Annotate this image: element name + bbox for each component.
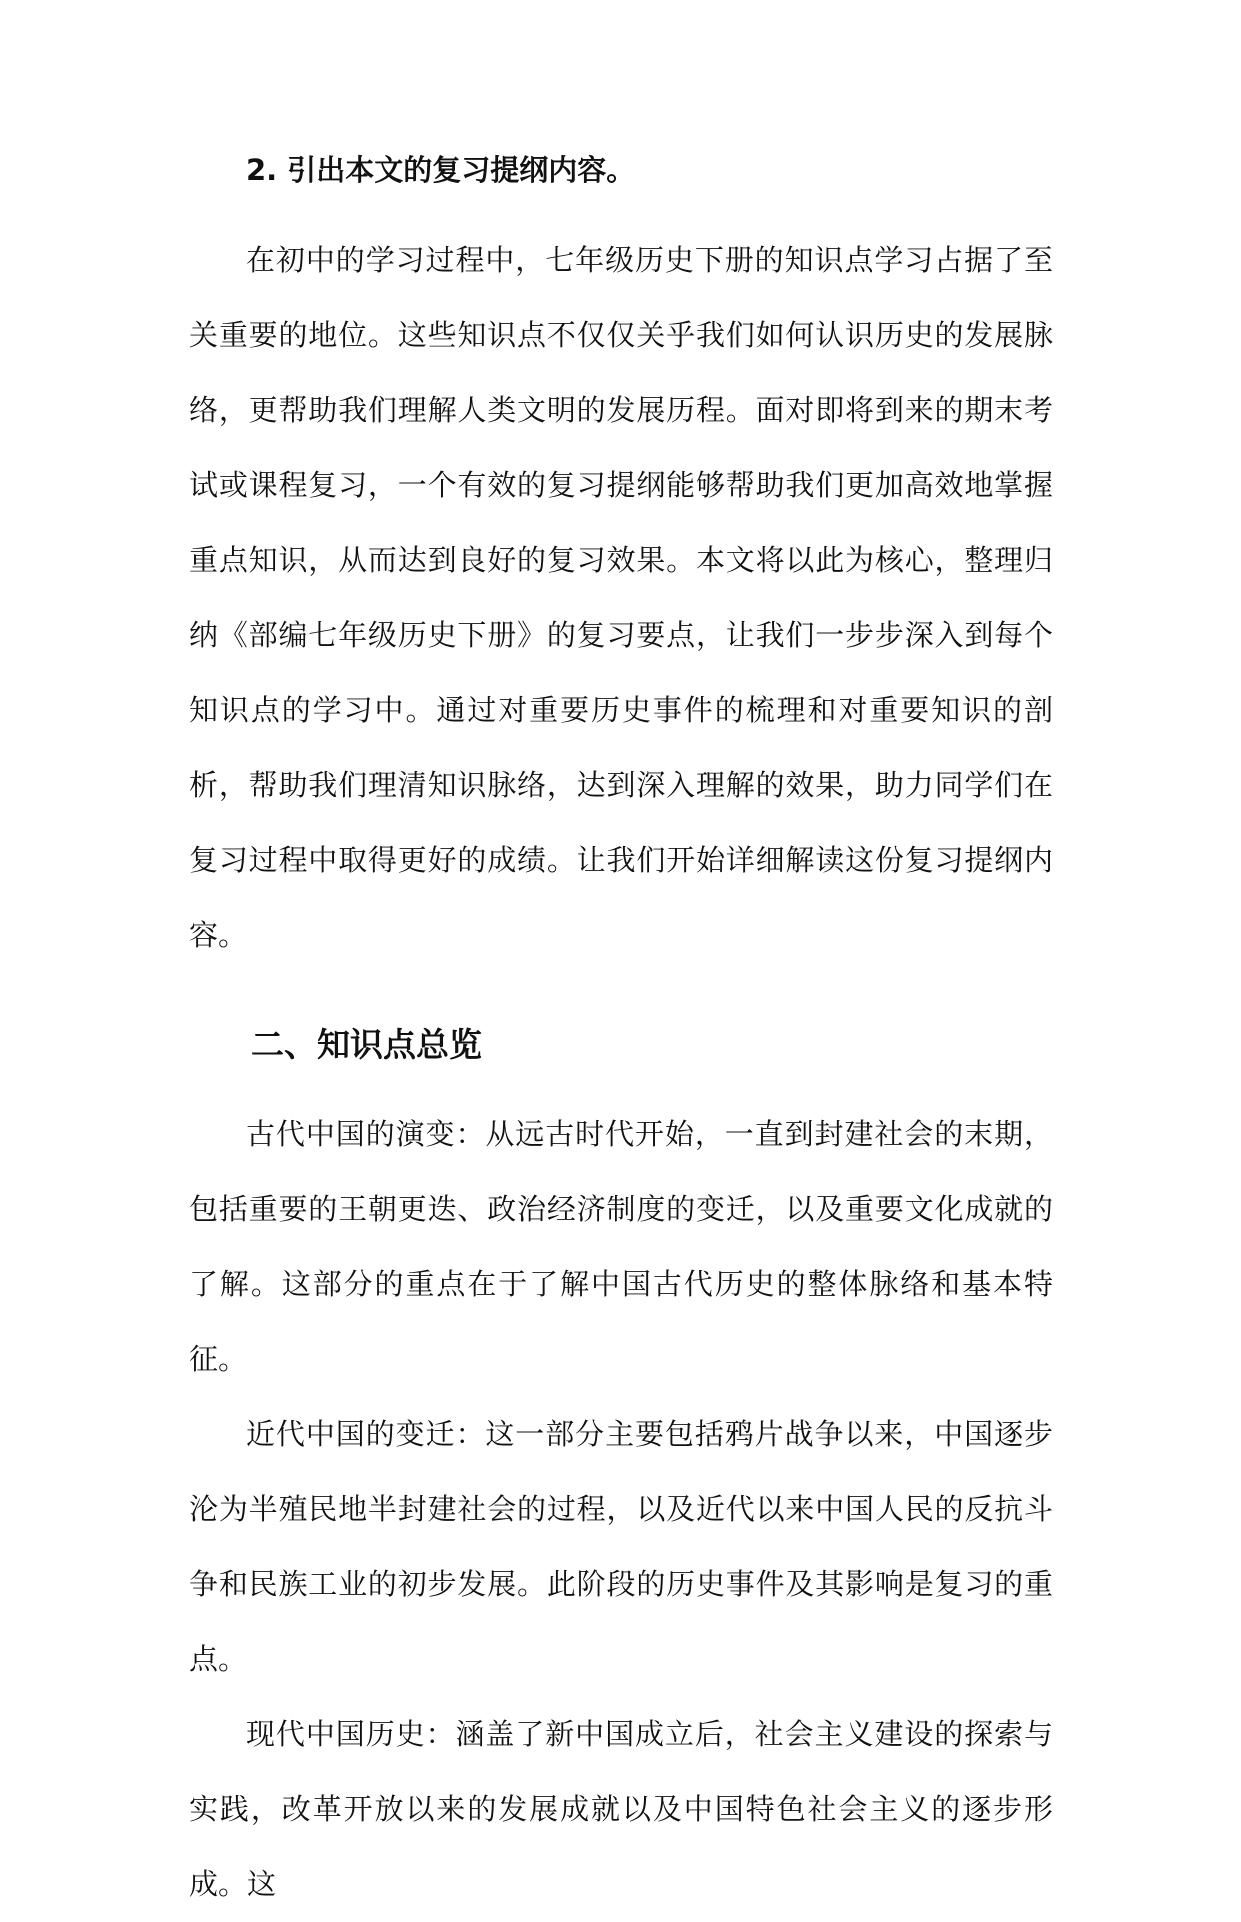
main-heading: 二、知识点总览: [251, 1025, 482, 1064]
intro-paragraph: 在初中的学习过程中，七年级历史下册的知识点学习占据了至关重要的地位。这些知识点不仅仅关乎我们如何认识历史的发展脉络，更帮助我们理解人类文明的发展历程。面对即将到来的期末考试或课程复习，一个有效的复习提纲能够帮助我们更加高效地掌握重点知识，从而达到良好的复习效果。本文将以此为核心，整理归纳《部编七年级历史下册》的复习要点，让我们一步步深入到每个知识点的学习中。通过对重要历史事件的梳理和对重要知识的剖析，帮助我们理清知识脉络，达到深入理解的效果，助力同学们在复习过程中取得更好的成绩。让我们开始详细解读这份复习提纲内容。: [189, 243, 1053, 952]
section-heading-2: 2. 引出本文的复习提纲内容。: [246, 153, 636, 187]
paragraph-modern-china-transition: 近代中国的变迁：这一部分主要包括鸦片战争以来，中国逐步沦为半殖民地半封建社会的过程，以及近代以来中国人民的反抗斗争和民族工业的初步发展。此阶段的历史事件及其影响是复习的重点。: [189, 1417, 1053, 1676]
spacer: [189, 1067, 1053, 1097]
spacer: [189, 190, 1053, 223]
page-content: [189, 150, 1053, 1922]
paragraph-ancient-china: 古代中国的演变：从远古时代开始，一直到封建社会的末期，包括重要的王朝更迭、政治经济制度的变迁，以及重要文化成就的了解。这部分的重点在于了解中国古代历史的整体脉络和基本特征。: [189, 1117, 1053, 1376]
paragraph-contemporary-china: 现代中国历史：涵盖了新中国成立后，社会主义建设的探索与实践，改革开放以来的发展成就以及中国特色社会主义的逐步形成。这: [189, 1717, 1053, 1901]
spacer: [189, 973, 1053, 1023]
